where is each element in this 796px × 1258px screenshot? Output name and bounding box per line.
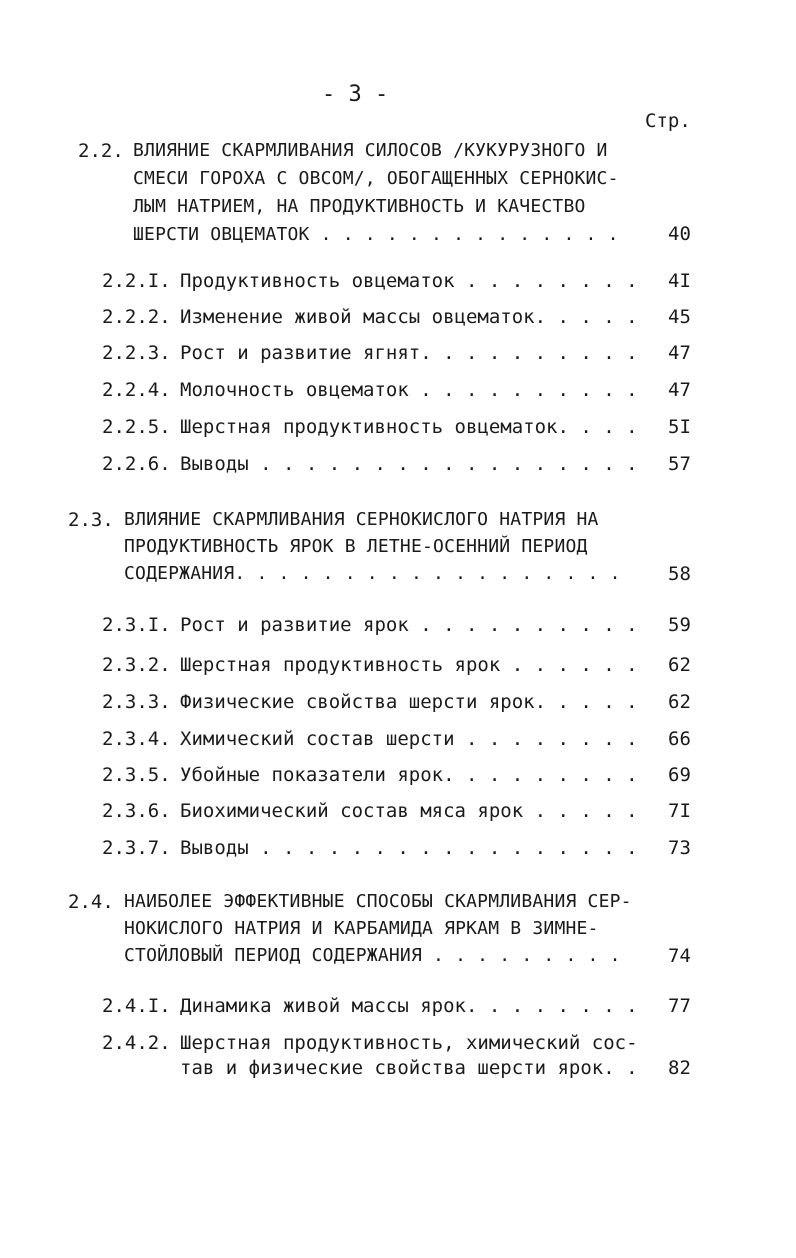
section-number: 2.3. — [68, 509, 114, 531]
page-ref: 7I — [668, 800, 691, 822]
subsection-number: 2.4.2. — [102, 1032, 171, 1054]
subsection-number: 2.3.6. — [102, 800, 171, 822]
page-ref: 58 — [668, 563, 691, 585]
subsection-title-continued: тав и физические свойства шерсти ярок. . — [180, 1057, 638, 1079]
page-ref: 57 — [668, 453, 691, 475]
subsection-number: 2.3.4. — [102, 728, 171, 750]
page-number: - 3 - — [322, 82, 389, 107]
subsection-number: 2.2.3. — [102, 342, 171, 364]
subsection-number: 2.2.5. — [102, 416, 171, 438]
subsection-title: Шерстная продуктивность ярок . . . . . . — [180, 654, 638, 676]
subsection-title: Выводы . . . . . . . . . . . . . . . . . — [180, 837, 638, 859]
page-ref: 40 — [668, 223, 691, 245]
section-title-line: ВЛИЯНИЕ СКАРМЛИВАНИЯ СИЛОСОВ /КУКУРУЗНОГО И — [133, 140, 608, 161]
subsection-number: 2.2.6. — [102, 453, 171, 475]
page-ref: 47 — [668, 379, 691, 401]
subsection-title: Изменение живой массы овцематок. . . . . — [180, 306, 638, 328]
page-ref: 4I — [668, 270, 691, 292]
section-number: 2.4. — [68, 891, 114, 913]
subsection-number: 2.3.I. — [102, 614, 171, 636]
subsection-number: 2.2.4. — [102, 379, 171, 401]
subsection-title: Рост и развитие ярок . . . . . . . . . . — [180, 614, 638, 636]
page-ref: 66 — [668, 728, 691, 750]
subsection-title: Молочность овцематок . . . . . . . . . . — [180, 379, 638, 401]
subsection-title: Физические свойства шерсти ярок. . . . . — [180, 691, 638, 713]
subsection-title: Шерстная продуктивность, химический сос- — [180, 1032, 638, 1054]
section-number: 2.2. — [78, 140, 124, 162]
page-ref: 59 — [668, 614, 691, 636]
page-ref: 69 — [668, 764, 691, 786]
subsection-title: Продуктивность овцематок . . . . . . . . — [180, 270, 638, 292]
section-title-line: НОКИСЛОГО НАТРИЯ И КАРБАМИДА ЯРКАМ В ЗИМНЕ- — [124, 918, 599, 939]
subsection-number: 2.3.3. — [102, 691, 171, 713]
page-ref: 47 — [668, 342, 691, 364]
subsection-title: Шерстная продуктивность овцематок. . . . — [180, 416, 638, 438]
section-title-line: СОДЕРЖАНИЯ. . . . . . . . . . . . . . . . . . — [124, 563, 621, 584]
subsection-title: Химический состав шерсти . . . . . . . . — [180, 728, 638, 750]
section-title-line: ЛЫМ НАТРИЕМ, НА ПРОДУКТИВНОСТЬ И КАЧЕСТВО — [133, 196, 586, 217]
subsection-title: Рост и развитие ягнят. . . . . . . . . . — [180, 342, 638, 364]
page-ref: 82 — [668, 1057, 691, 1079]
page-column-label: Стр. — [645, 110, 691, 132]
page-ref: 5I — [668, 416, 691, 438]
page-ref: 62 — [668, 691, 691, 713]
section-title-line: ПРОДУКТИВНОСТЬ ЯРОК В ЛЕТНЕ-ОСЕННИЙ ПЕРИОД — [124, 536, 588, 557]
subsection-number: 2.2.I. — [102, 270, 171, 292]
subsection-number: 2.3.7. — [102, 837, 171, 859]
subsection-title: Убойные показатели ярок. . . . . . . . . — [180, 764, 638, 786]
page-ref: 77 — [668, 995, 691, 1017]
subsection-number: 2.4.I. — [102, 995, 171, 1017]
page-ref: 62 — [668, 654, 691, 676]
section-title-line: НАИБОЛЕЕ ЭФФЕКТИВНЫЕ СПОСОБЫ СКАРМЛИВАНИЯ СЕР- — [124, 891, 632, 912]
section-title-line: СТОЙЛОВЫЙ ПЕРИОД СОДЕРЖАНИЯ . . . . . . . . . — [124, 945, 621, 966]
subsection-number: 2.3.5. — [102, 764, 171, 786]
subsection-title: Биохимический состав мяса ярок . . . . . — [180, 800, 638, 822]
subsection-number: 2.2.2. — [102, 306, 171, 328]
page-ref: 74 — [668, 945, 691, 967]
subsection-title: Динамика живой массы ярок. . . . . . . . — [180, 995, 638, 1017]
section-title-line: ШЕРСТИ ОВЦЕМАТОК . . . . . . . . . . . . . . — [133, 224, 619, 245]
page-ref: 45 — [668, 306, 691, 328]
subsection-number: 2.3.2. — [102, 654, 171, 676]
section-title-line: СМЕСИ ГОРОХА С ОВСОМ/, ОБОГАЩЕННЫХ СЕРНОКИС- — [133, 168, 619, 189]
page-ref: 73 — [668, 837, 691, 859]
subsection-title: Выводы . . . . . . . . . . . . . . . . . — [180, 453, 638, 475]
section-title-line: ВЛИЯНИЕ СКАРМЛИВАНИЯ СЕРНОКИСЛОГО НАТРИЯ НА — [124, 509, 599, 530]
